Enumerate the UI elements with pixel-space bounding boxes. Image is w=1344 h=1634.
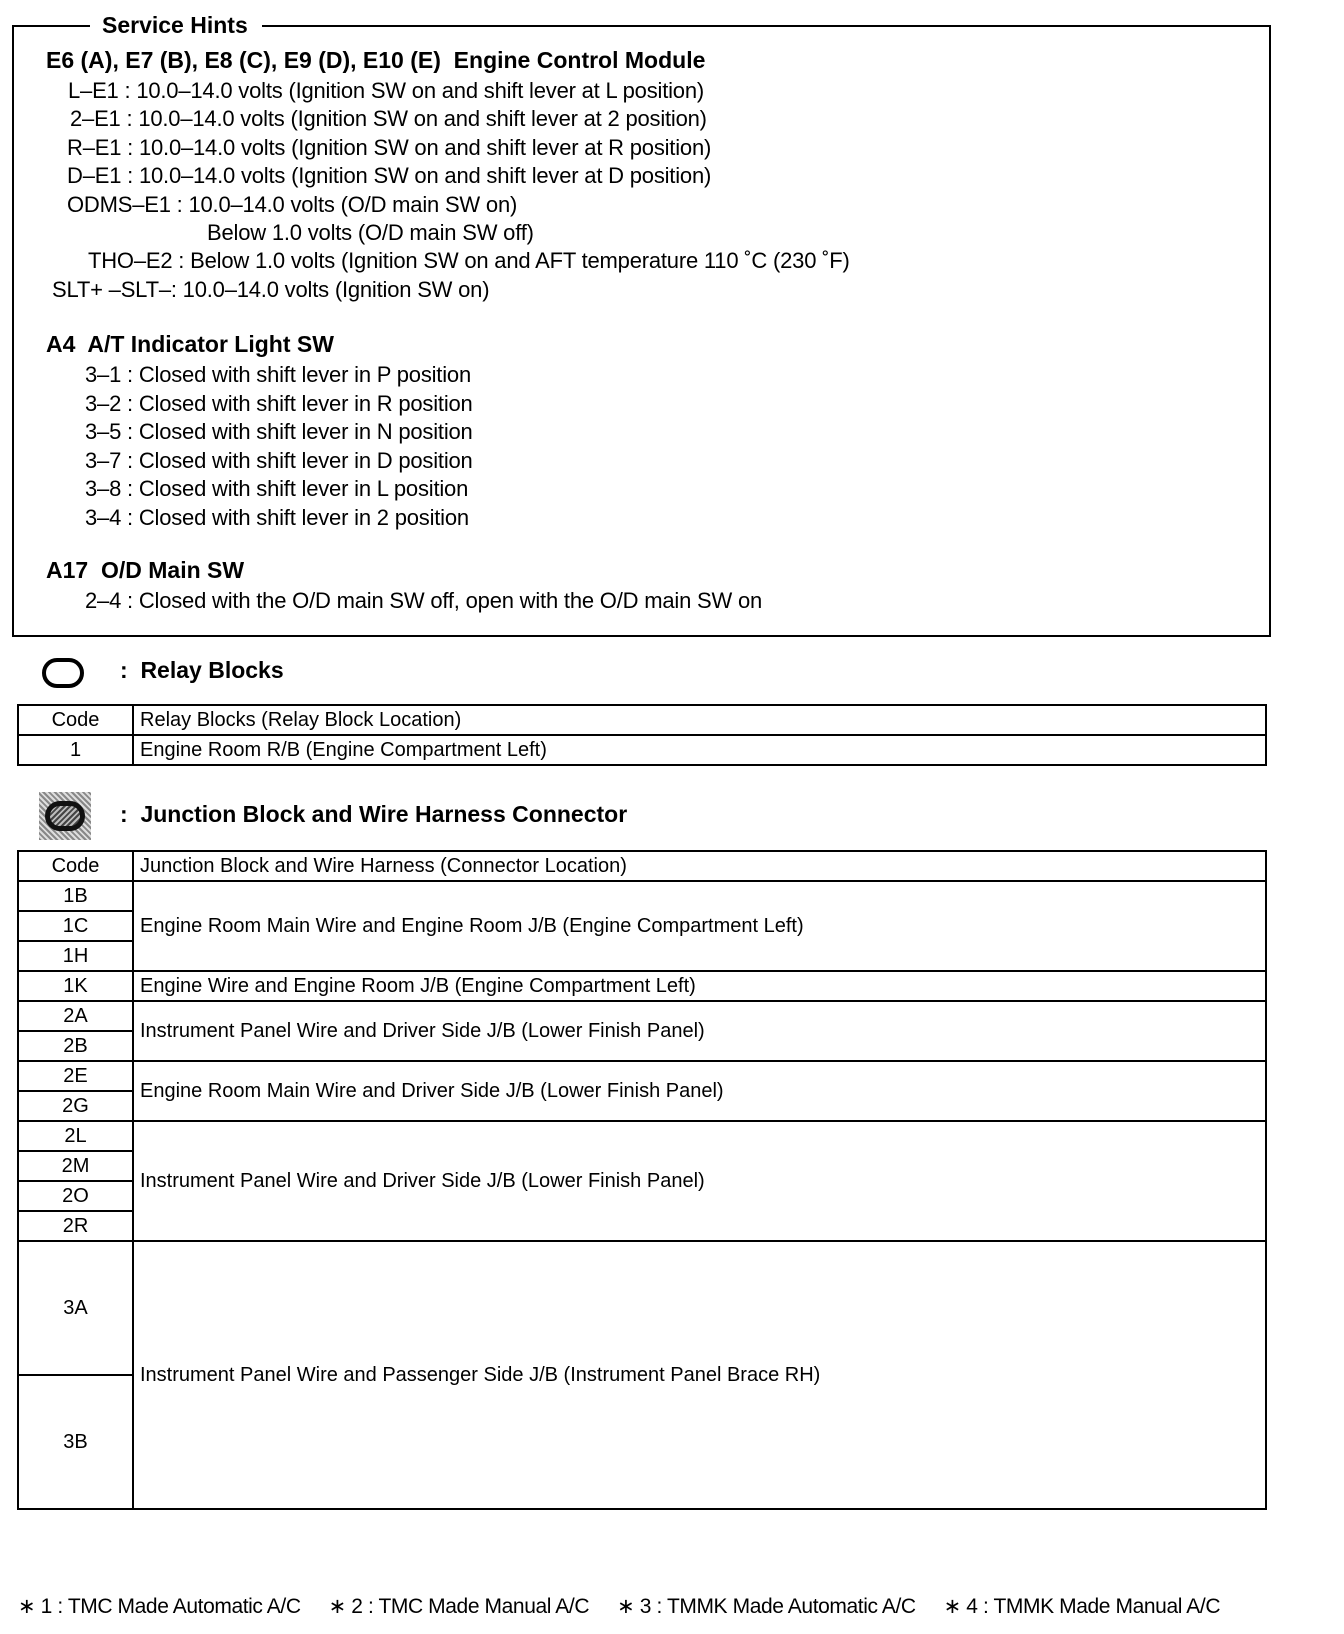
description-cell: Instrument Panel Wire and Driver Side J/B (Lower Finish Panel) [133,1121,1266,1241]
hint-line: SLT+ –SLT–: 10.0–14.0 volts (Ignition SW on) [52,277,490,302]
table-header-row [18,851,1266,881]
od-main-sw-heading: A17 O/D Main SW [46,557,245,583]
code-cell: 2G [18,1091,133,1121]
description-cell: Engine Wire and Engine Room J/B (Engine Compartment Left) [133,971,1266,1001]
footnote: ∗ 3 : TMMK Made Automatic A/C [617,1595,916,1618]
description-cell: Engine Room Main Wire and Driver Side J/B (Lower Finish Panel) [133,1061,1266,1121]
footnote: ∗ 2 : TMC Made Manual A/C [328,1595,590,1618]
description-header: Junction Block and Wire Harness (Connector Location) [133,851,1266,881]
indicator-sw-heading: A4 A/T Indicator Light SW [46,331,334,357]
description-cell: Engine Room R/B (Engine Compartment Left) [133,735,1266,765]
hint-line: D–E1 : 10.0–14.0 volts (Ignition SW on and shift lever at D position) [67,163,712,188]
code-cell: 2E [18,1061,133,1091]
code-cell: 1K [18,971,133,1001]
code-cell: 2M [18,1151,133,1181]
code-cell: 3B [18,1375,133,1509]
code-header: Code [18,851,133,881]
hint-line: THO–E2 : Below 1.0 volts (Ignition SW on and AFT temperature 110 ˚C (230 ˚F) [88,248,850,273]
description-cell: Instrument Panel Wire and Driver Side J/B (Lower Finish Panel) [133,1001,1266,1061]
ecm-heading: E6 (A), E7 (B), E8 (C), E9 (D), E10 (E) Engine Control Module [46,47,706,73]
code-cell: 1B [18,881,133,911]
hint-line: 3–1 : Closed with shift lever in P position [85,362,471,387]
table-row [18,881,1266,911]
footnotes [18,1594,1248,1619]
hint-line: 3–8 : Closed with shift lever in L position [85,476,469,501]
hint-line: 2–4 : Closed with the O/D main SW off, open with the O/D main SW on [85,588,763,613]
table-header-row [18,705,1266,735]
hint-line: 3–4 : Closed with shift lever in 2 position [85,505,469,530]
junction-blocks-title: : Junction Block and Wire Harness Connector [120,801,628,827]
hint-line: ODMS–E1 : 10.0–14.0 volts (O/D main SW on) [67,192,518,217]
table-row [18,1121,1266,1151]
hint-line: 3–2 : Closed with shift lever in R position [85,391,473,416]
table-row [18,1241,1266,1375]
junction-blocks-table [17,850,1267,1510]
hint-line: L–E1 : 10.0–14.0 volts (Ignition SW on and shift lever at L position) [68,78,704,103]
hint-line: 3–7 : Closed with shift lever in D position [85,448,473,473]
relay-blocks-title: : Relay Blocks [120,657,284,683]
relay-blocks-table [17,704,1267,766]
description-cell: Engine Room Main Wire and Engine Room J/B (Engine Compartment Left) [133,881,1266,971]
hint-line: R–E1 : 10.0–14.0 volts (Ignition SW on and shift lever at R position) [67,135,712,160]
service-hints-title: Service Hints [90,11,262,39]
hint-line: Below 1.0 volts (O/D main SW off) [207,220,534,245]
code-cell: 2R [18,1211,133,1241]
hint-line: 3–5 : Closed with shift lever in N position [85,419,473,444]
code-cell: 1C [18,911,133,941]
code-cell: 1 [18,735,133,765]
table-row [18,1061,1266,1091]
description-cell: Instrument Panel Wire and Passenger Side J/B (Instrument Panel Brace RH) [133,1241,1266,1509]
description-header: Relay Blocks (Relay Block Location) [133,705,1266,735]
code-cell: 1H [18,941,133,971]
code-header: Code [18,705,133,735]
junction-block-connector-icon [39,792,91,840]
code-cell: 2A [18,1001,133,1031]
code-cell: 3A [18,1241,133,1375]
footnote: ∗ 4 : TMMK Made Manual A/C [943,1595,1221,1618]
code-cell: 2O [18,1181,133,1211]
table-row [18,735,1266,765]
table-row [18,1001,1266,1031]
table-row [18,971,1266,1001]
relay-block-oval-icon [42,658,84,688]
footnote: ∗ 1 : TMC Made Automatic A/C [18,1595,301,1618]
hint-line: 2–E1 : 10.0–14.0 volts (Ignition SW on and shift lever at 2 position) [70,106,707,131]
code-cell: 2L [18,1121,133,1151]
code-cell: 2B [18,1031,133,1061]
